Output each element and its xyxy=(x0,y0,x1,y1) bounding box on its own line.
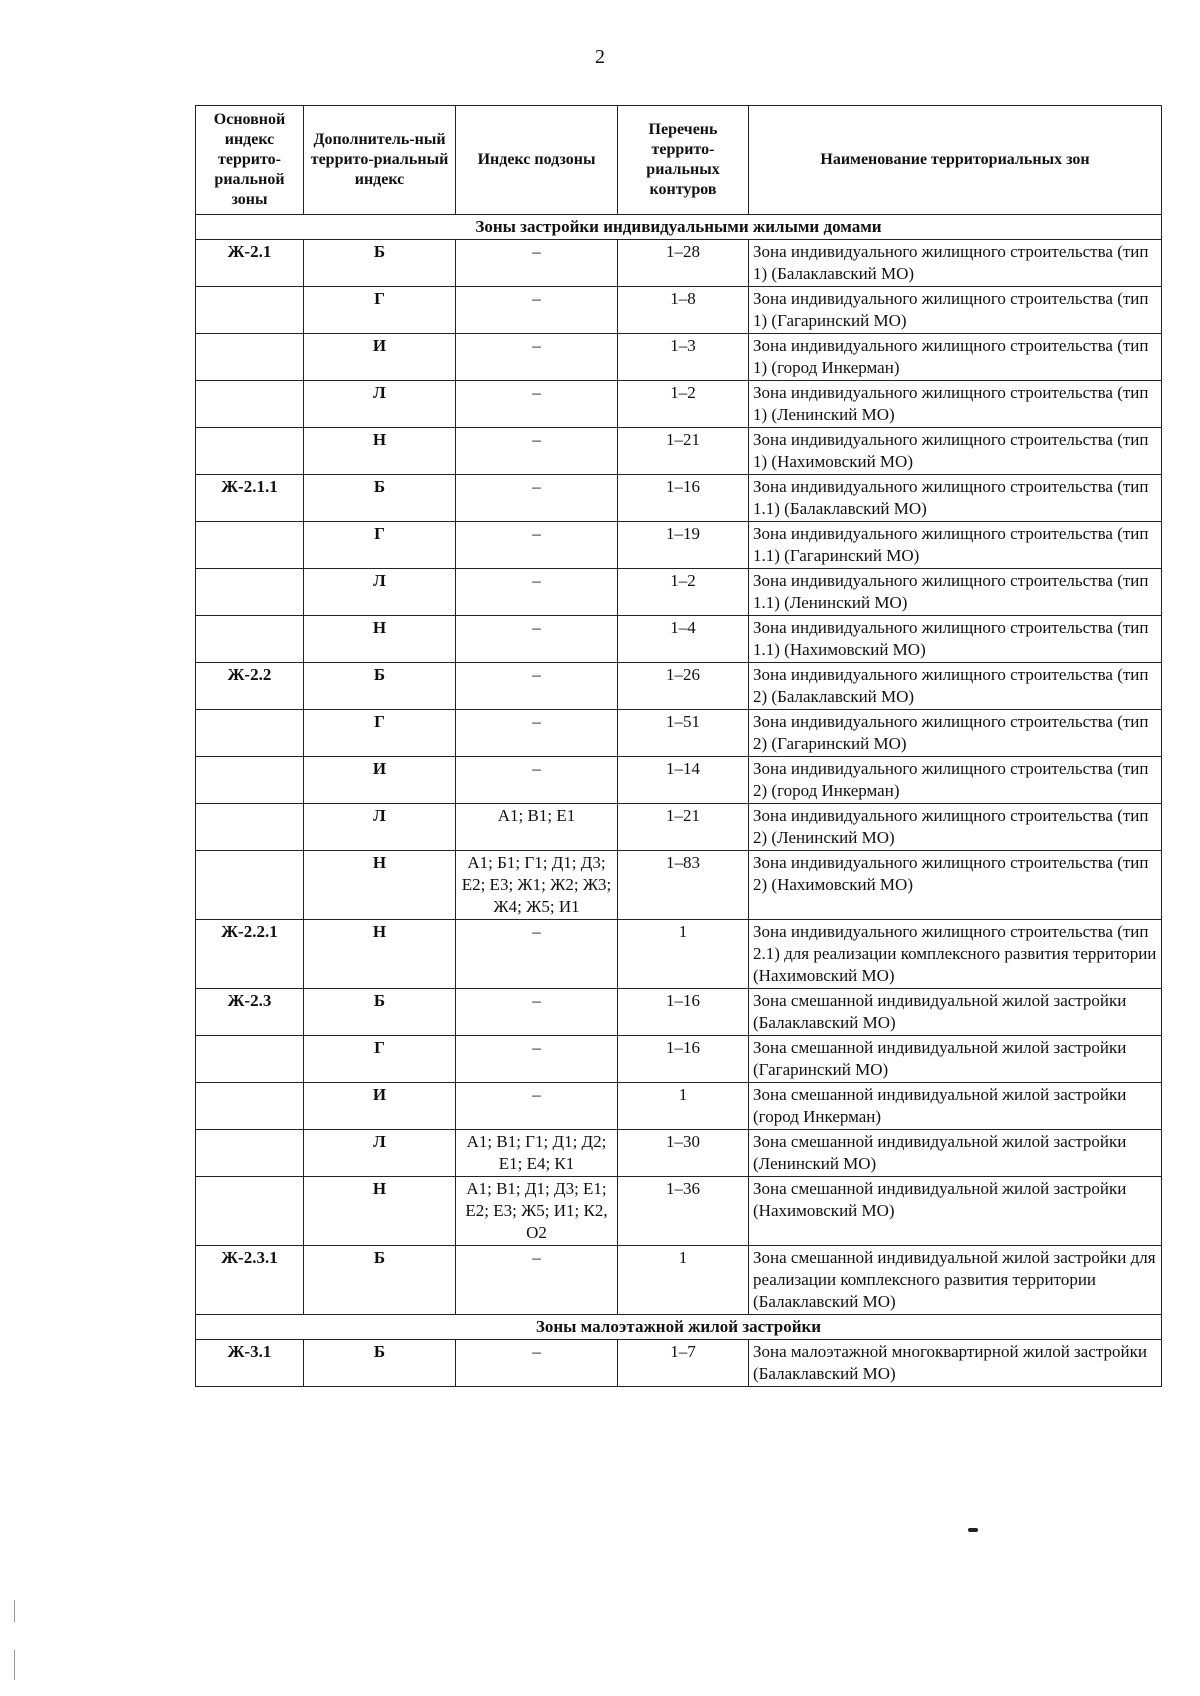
header-contours: Перечень террито-риальных контуров xyxy=(618,106,749,215)
main-index-cell xyxy=(196,1130,304,1177)
subzone-index-cell: – xyxy=(456,757,618,804)
zone-name-cell: Зона индивидуального жилищного строительства (тип 1.1) (Ленинский МО) xyxy=(749,569,1162,616)
zone-name-cell: Зона индивидуального жилищного строительства (тип 1) (город Инкерман) xyxy=(749,334,1162,381)
main-index-cell: Ж-2.3.1 xyxy=(196,1246,304,1315)
main-index-cell xyxy=(196,616,304,663)
subzone-index-cell: – xyxy=(456,920,618,989)
table-row xyxy=(196,381,1162,428)
table-row xyxy=(196,920,1162,989)
table-row xyxy=(196,616,1162,663)
zone-name-cell: Зона индивидуального жилищного строительства (тип 2) (Балаклавский МО) xyxy=(749,663,1162,710)
contours-cell: 1–2 xyxy=(618,381,749,428)
extra-index-cell: Г xyxy=(304,1036,456,1083)
contours-cell: 1–21 xyxy=(618,804,749,851)
subzone-index-cell: – xyxy=(456,334,618,381)
zone-name-cell: Зона смешанной индивидуальной жилой застройки для реализации комплексного развития территории (Балаклавский МО) xyxy=(749,1246,1162,1315)
zone-name-cell: Зона смешанной индивидуальной жилой застройки (Ленинский МО) xyxy=(749,1130,1162,1177)
contours-cell: 1–28 xyxy=(618,240,749,287)
contours-cell: 1 xyxy=(618,920,749,989)
subzone-index-cell: А1; Б1; Г1; Д1; Д3; Е2; Е3; Ж1; Ж2; Ж3; Ж4; Ж5; И1 xyxy=(456,851,618,920)
extra-index-cell: Л xyxy=(304,569,456,616)
contours-cell: 1 xyxy=(618,1246,749,1315)
table-row xyxy=(196,1177,1162,1246)
table-row xyxy=(196,522,1162,569)
subzone-index-cell: – xyxy=(456,1083,618,1130)
zone-name-cell: Зона малоэтажной многоквартирной жилой застройки (Балаклавский МО) xyxy=(749,1340,1162,1387)
main-index-cell xyxy=(196,381,304,428)
zone-name-cell: Зона индивидуального жилищного строительства (тип 2.1) для реализации комплексного развития территории (Нахимовский МО) xyxy=(749,920,1162,989)
extra-index-cell: Н xyxy=(304,616,456,663)
main-index-cell: Ж-2.1 xyxy=(196,240,304,287)
zone-name-cell: Зона индивидуального жилищного строительства (тип 1) (Балаклавский МО) xyxy=(749,240,1162,287)
main-index-cell: Ж-2.2.1 xyxy=(196,920,304,989)
subzone-index-cell: – xyxy=(456,616,618,663)
section-row xyxy=(196,215,1162,240)
table-row xyxy=(196,428,1162,475)
contours-cell: 1–14 xyxy=(618,757,749,804)
extra-index-cell: Б xyxy=(304,1340,456,1387)
contours-cell: 1–16 xyxy=(618,1036,749,1083)
subzone-index-cell: – xyxy=(456,522,618,569)
contours-cell: 1–3 xyxy=(618,334,749,381)
main-index-cell xyxy=(196,1036,304,1083)
extra-index-cell: И xyxy=(304,334,456,381)
zone-name-cell: Зона индивидуального жилищного строительства (тип 1.1) (Нахимовский МО) xyxy=(749,616,1162,663)
contours-cell: 1–2 xyxy=(618,569,749,616)
table-row xyxy=(196,240,1162,287)
table-row xyxy=(196,287,1162,334)
main-index-cell xyxy=(196,522,304,569)
zone-name-cell: Зона индивидуального жилищного строительства (тип 1) (Нахимовский МО) xyxy=(749,428,1162,475)
contours-cell: 1–16 xyxy=(618,989,749,1036)
contours-cell: 1–26 xyxy=(618,663,749,710)
extra-index-cell: Б xyxy=(304,1246,456,1315)
table-row xyxy=(196,1083,1162,1130)
subzone-index-cell: – xyxy=(456,287,618,334)
extra-index-cell: Л xyxy=(304,381,456,428)
zone-name-cell: Зона индивидуального жилищного строительства (тип 1.1) (Балаклавский МО) xyxy=(749,475,1162,522)
table-header-row xyxy=(196,106,1162,215)
zone-name-cell: Зона индивидуального жилищного строительства (тип 1.1) (Гагаринский МО) xyxy=(749,522,1162,569)
subzone-index-cell: – xyxy=(456,989,618,1036)
section-title: Зоны застройки индивидуальными жилыми домами xyxy=(196,215,1162,240)
subzone-index-cell: – xyxy=(456,569,618,616)
extra-index-cell: Л xyxy=(304,1130,456,1177)
table-row xyxy=(196,1246,1162,1315)
table-row xyxy=(196,851,1162,920)
territorial-zones-table xyxy=(195,105,1162,1387)
main-index-cell xyxy=(196,804,304,851)
extra-index-cell: Л xyxy=(304,804,456,851)
header-extra-index: Дополнитель-ный террито-риальный индекс xyxy=(304,106,456,215)
ink-mark xyxy=(968,1528,978,1532)
contours-cell: 1–83 xyxy=(618,851,749,920)
main-index-cell xyxy=(196,851,304,920)
main-index-cell xyxy=(196,1177,304,1246)
contours-cell: 1–4 xyxy=(618,616,749,663)
main-index-cell xyxy=(196,710,304,757)
extra-index-cell: Б xyxy=(304,475,456,522)
page-number: 2 xyxy=(595,46,605,68)
extra-index-cell: Н xyxy=(304,1177,456,1246)
contours-cell: 1–7 xyxy=(618,1340,749,1387)
zone-name-cell: Зона смешанной индивидуальной жилой застройки (Гагаринский МО) xyxy=(749,1036,1162,1083)
table-row xyxy=(196,710,1162,757)
zone-name-cell: Зона смешанной индивидуальной жилой застройки (Балаклавский МО) xyxy=(749,989,1162,1036)
contours-cell: 1–21 xyxy=(618,428,749,475)
subzone-index-cell: – xyxy=(456,1036,618,1083)
zone-name-cell: Зона индивидуального жилищного строительства (тип 2) (Нахимовский МО) xyxy=(749,851,1162,920)
contours-cell: 1–36 xyxy=(618,1177,749,1246)
subzone-index-cell: – xyxy=(456,240,618,287)
extra-index-cell: И xyxy=(304,1083,456,1130)
main-index-cell: Ж-3.1 xyxy=(196,1340,304,1387)
margin-tick xyxy=(14,1650,15,1680)
extra-index-cell: Б xyxy=(304,663,456,710)
table-row xyxy=(196,1340,1162,1387)
contours-cell: 1–30 xyxy=(618,1130,749,1177)
contours-cell: 1–51 xyxy=(618,710,749,757)
subzone-index-cell: – xyxy=(456,663,618,710)
zone-name-cell: Зона индивидуального жилищного строительства (тип 1) (Ленинский МО) xyxy=(749,381,1162,428)
zone-name-cell: Зона индивидуального жилищного строительства (тип 2) (Ленинский МО) xyxy=(749,804,1162,851)
contours-cell: 1–8 xyxy=(618,287,749,334)
subzone-index-cell: – xyxy=(456,1246,618,1315)
table-row xyxy=(196,475,1162,522)
main-index-cell: Ж-2.3 xyxy=(196,989,304,1036)
zone-name-cell: Зона смешанной индивидуальной жилой застройки (Нахимовский МО) xyxy=(749,1177,1162,1246)
main-index-cell xyxy=(196,334,304,381)
zone-name-cell: Зона смешанной индивидуальной жилой застройки (город Инкерман) xyxy=(749,1083,1162,1130)
subzone-index-cell: – xyxy=(456,381,618,428)
main-index-cell xyxy=(196,569,304,616)
subzone-index-cell: А1; В1; Д1; Д3; Е1; Е2; Е3; Ж5; И1; К2, О2 xyxy=(456,1177,618,1246)
section-row xyxy=(196,1315,1162,1340)
table-row xyxy=(196,1130,1162,1177)
main-index-cell xyxy=(196,1083,304,1130)
main-index-cell xyxy=(196,428,304,475)
extra-index-cell: Н xyxy=(304,428,456,475)
table-row xyxy=(196,989,1162,1036)
extra-index-cell: И xyxy=(304,757,456,804)
subzone-index-cell: – xyxy=(456,428,618,475)
extra-index-cell: Г xyxy=(304,287,456,334)
subzone-index-cell: – xyxy=(456,710,618,757)
extra-index-cell: Г xyxy=(304,522,456,569)
extra-index-cell: Б xyxy=(304,240,456,287)
header-subzone-index: Индекс подзоны xyxy=(456,106,618,215)
subzone-index-cell: А1; В1; Г1; Д1; Д2; Е1; Е4; К1 xyxy=(456,1130,618,1177)
extra-index-cell: Б xyxy=(304,989,456,1036)
main-index-cell: Ж-2.1.1 xyxy=(196,475,304,522)
zone-name-cell: Зона индивидуального жилищного строительства (тип 2) (Гагаринский МО) xyxy=(749,710,1162,757)
extra-index-cell: Г xyxy=(304,710,456,757)
table-body xyxy=(196,215,1162,1387)
zone-name-cell: Зона индивидуального жилищного строительства (тип 2) (город Инкерман) xyxy=(749,757,1162,804)
subzone-index-cell: А1; В1; Е1 xyxy=(456,804,618,851)
table-row xyxy=(196,663,1162,710)
header-main-index: Основной индекс террито-риальной зоны xyxy=(196,106,304,215)
table-row xyxy=(196,757,1162,804)
table-row xyxy=(196,804,1162,851)
section-title: Зоны малоэтажной жилой застройки xyxy=(196,1315,1162,1340)
main-index-cell: Ж-2.2 xyxy=(196,663,304,710)
contours-cell: 1–19 xyxy=(618,522,749,569)
margin-tick xyxy=(14,1600,15,1622)
zone-name-cell: Зона индивидуального жилищного строительства (тип 1) (Гагаринский МО) xyxy=(749,287,1162,334)
table-row xyxy=(196,569,1162,616)
subzone-index-cell: – xyxy=(456,1340,618,1387)
table-row xyxy=(196,334,1162,381)
main-index-cell xyxy=(196,757,304,804)
table-row xyxy=(196,1036,1162,1083)
extra-index-cell: Н xyxy=(304,920,456,989)
main-index-cell xyxy=(196,287,304,334)
subzone-index-cell: – xyxy=(456,475,618,522)
contours-cell: 1 xyxy=(618,1083,749,1130)
contours-cell: 1–16 xyxy=(618,475,749,522)
extra-index-cell: Н xyxy=(304,851,456,920)
header-zone-name: Наименование территориальных зон xyxy=(749,106,1162,215)
